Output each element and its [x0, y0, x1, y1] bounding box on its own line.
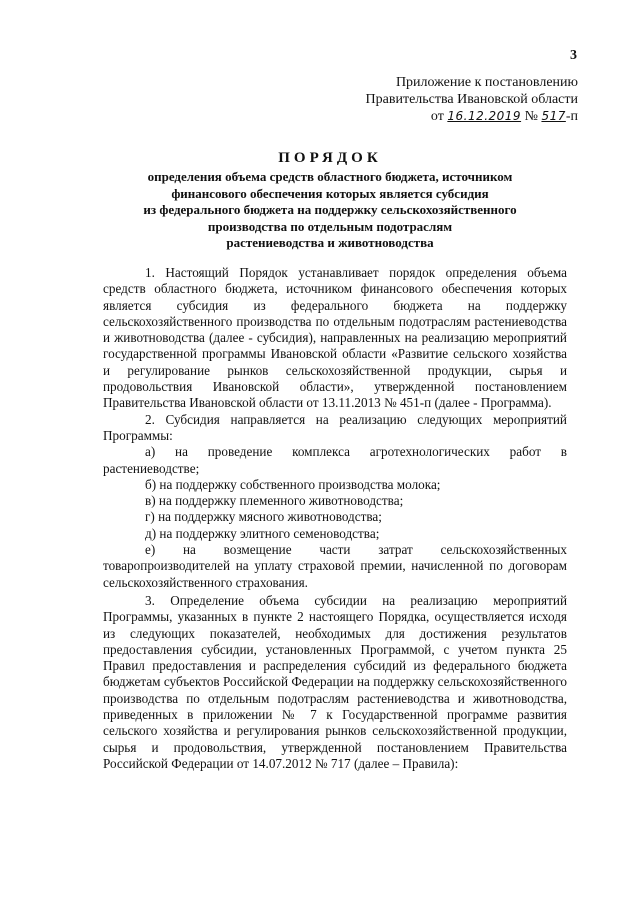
- appendix-number: 517: [541, 109, 566, 123]
- paragraph-2: 2. Субсидия направляется на реализацию следующих мероприятий Программы:: [103, 411, 567, 443]
- appendix-line-2: Правительства Ивановской области: [365, 92, 578, 107]
- list-item-e: е) на возмещение части затрат сельскохозяйственных товаропроизводителей на уплату страховой премии, начисленной по договорам сельскохозяйственного страхования.: [103, 542, 567, 590]
- document-title: [80, 150, 580, 252]
- title-line: определения объема средств областного бюджета, источником: [147, 169, 513, 184]
- paragraph-1: 1. Настоящий Порядок устанавливает порядок определения объема средств областного бюджета, источником финансового обеспечения которых является субсидия из федерального бюджета на поддержку сельскохозяйственного производства по отдельным подотраслям растениеводства и животноводства (далее - субсидия), направленных на реализацию мероприятий государственной программы Ивановской области «Развитие сельского хозяйства и регулирование рынков сельскохозяйственной продукции, сырья и продовольствия Ивановской области», утвержденной постановлением Правительства Ивановской области от 13.11.2013 № 451-п (далее - Программа).: [103, 265, 567, 411]
- document-body: [103, 265, 567, 772]
- appendix-number-label: №: [524, 109, 538, 124]
- title-heading: ПОРЯДОК: [278, 150, 382, 166]
- appendix-prefix: от: [430, 109, 444, 124]
- appendix-line-1: Приложение к постановлению: [395, 75, 578, 90]
- appendix-line-3: [366, 108, 578, 125]
- list-item-v: в) на поддержку племенного животноводства;: [145, 493, 404, 509]
- title-line: растениеводства и животноводства: [226, 235, 434, 250]
- title-line: производства по отдельным подотраслям: [207, 218, 453, 234]
- appendix-date: 16.12.2019: [447, 109, 522, 123]
- list-item-b: б) на поддержку собственного производства молока;: [145, 476, 441, 492]
- title-line: финансового обеспечения которых является субсидия: [171, 185, 489, 201]
- paragraph-3: 3. Определение объема субсидии на реализацию мероприятий Программы, указанных в пункте 2 настоящего Порядка, осуществляется исходя из следующих показателей, необходимых для достижения результатов предоставления субсидии, установленных Программой, с учетом пункта 25 Правил предоставления и распределения субсидий из федерального бюджета бюджетам субъектов Российской Федерации на поддержку сельскохозяйственного производства по отдельным подотраслям растениеводства и животноводства, приведенных в приложении № 7 к Государственной программе развития сельского хозяйства и регулирования рынков сельскохозяйственной продукции, сырья и продовольствия, утвержденной постановлением Правительства Российской Федерации от 14.07.2012 № 717 (далее – Правила):: [103, 592, 567, 771]
- list-item-d: д) на поддержку элитного семеноводства;: [145, 525, 380, 541]
- title-line: из федерального бюджета на поддержку сельскохозяйственного: [143, 202, 517, 217]
- list-item-a: а) на проведение комплекса агротехнологических работ в растениеводстве;: [103, 444, 567, 476]
- list-item-g: г) на поддержку мясного животноводства;: [145, 509, 382, 525]
- appendix-suffix: -п: [565, 109, 578, 124]
- page-number: 3: [570, 48, 577, 63]
- appendix-header: [366, 74, 578, 125]
